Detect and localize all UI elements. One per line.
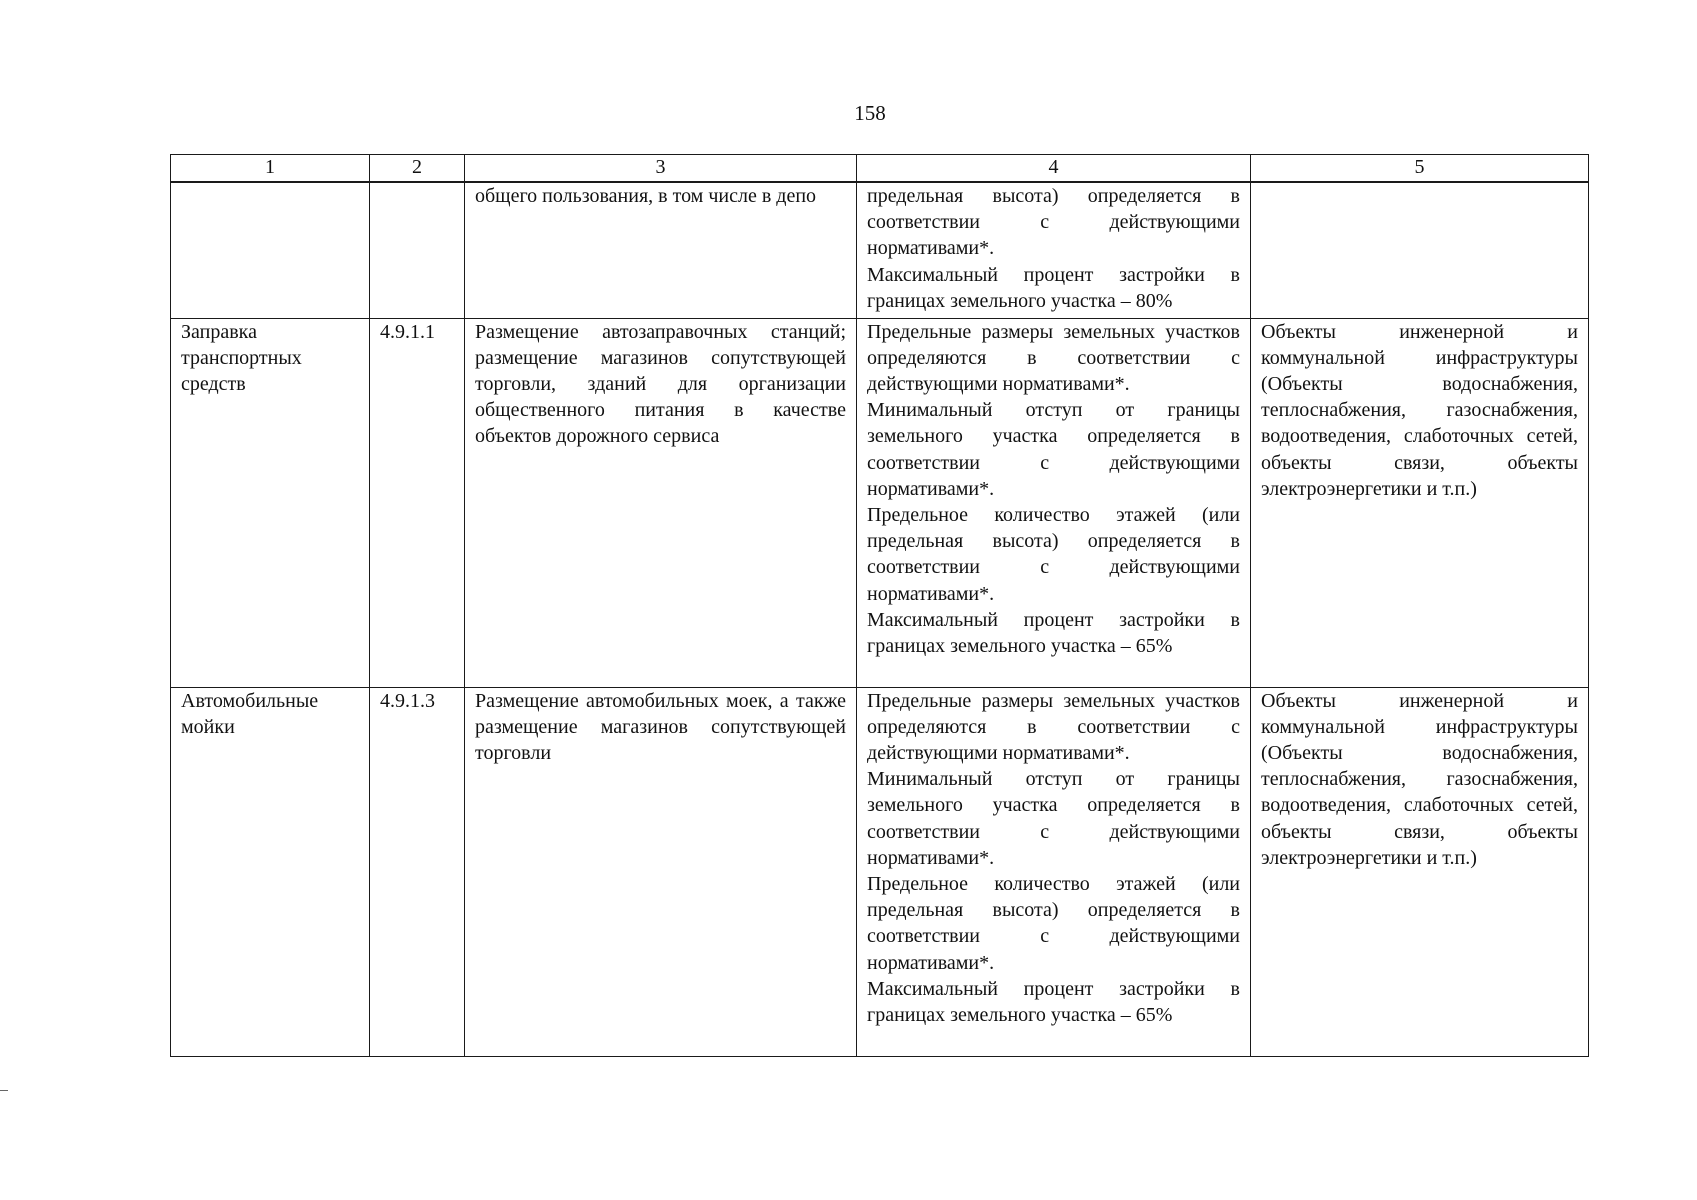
- parameter-text: Максимальный процент застройки в границах земельного участка – 65%: [867, 977, 1240, 1026]
- use-code-cell: [370, 182, 465, 318]
- parameters-cell: [857, 182, 1251, 318]
- parameter-text: Минимальный отступ от границы земельного участка определяется в соответствии с действующими нормативами*.: [867, 399, 1240, 500]
- parameters-cell: [857, 687, 1251, 1056]
- column-header: 5: [1251, 155, 1589, 183]
- parameter-text: Максимальный процент застройки в границах земельного участка – 80%: [867, 263, 1240, 312]
- use-description-cell: Размещение автомобильных моек, а также размещение магазинов сопутствующей торговли: [465, 687, 857, 1056]
- column-header: 3: [465, 155, 857, 183]
- page-number: 158: [854, 101, 886, 125]
- column-header: 4: [857, 155, 1251, 183]
- use-name-cell: Заправка транспортных средств: [171, 318, 370, 687]
- parameter-text: Максимальный процент застройки в границах земельного участка – 65%: [867, 608, 1240, 657]
- parameter-text: предельная высота) определяется в соответствии с действующими нормативами*.: [867, 185, 1240, 260]
- parameter-text: Предельное количество этажей (или предельная высота) определяется в соответствии с действующими нормативами*.: [867, 872, 1240, 974]
- use-description-cell: Размещение автозаправочных станций; размещение магазинов сопутствующей торговли, зданий для организации общественного питания в качестве объектов дорожного сервиса: [465, 318, 857, 687]
- auxiliary-uses-cell: Объекты инженерной и коммунальной инфраструктуры (Объекты водоснабжения, теплоснабжения, газоснабжения, водоотведения, слаботочных сетей, объекты связи, объекты электроэнергетики и т.п.): [1251, 687, 1589, 1056]
- use-name-cell: [171, 182, 370, 318]
- table-header-row: [171, 155, 1589, 183]
- table-row: [171, 318, 1589, 687]
- parameter-text: Предельные размеры земельных участков определяются в соответствии с действующими нормативами*.: [867, 689, 1240, 764]
- table-row: [171, 687, 1589, 1056]
- parameter-text: Минимальный отступ от границы земельного участка определяется в соответствии с действующими нормативами*.: [867, 768, 1240, 869]
- column-header: 2: [370, 155, 465, 183]
- auxiliary-uses-cell: [1251, 182, 1589, 318]
- column-header: 1: [171, 155, 370, 183]
- parameters-cell: [857, 318, 1251, 687]
- use-code-cell: 4.9.1.3: [370, 687, 465, 1056]
- scan-edge-mark: [0, 1090, 8, 1091]
- parameter-text: Предельные размеры земельных участков определяются в соответствии с действующими нормативами*.: [867, 320, 1240, 395]
- table-row: [171, 182, 1589, 318]
- use-code-cell: 4.9.1.1: [370, 318, 465, 687]
- parameter-text: Предельное количество этажей (или предельная высота) определяется в соответствии с действующими нормативами*.: [867, 503, 1240, 605]
- auxiliary-uses-cell: Объекты инженерной и коммунальной инфраструктуры (Объекты водоснабжения, теплоснабжения, газоснабжения, водоотведения, слаботочных сетей, объекты связи, объекты электроэнергетики и т.п.): [1251, 318, 1589, 687]
- use-description-cell: общего пользования, в том числе в депо: [465, 182, 857, 318]
- use-name-cell: Автомобильные мойки: [171, 687, 370, 1056]
- zoning-table: [170, 154, 1589, 1057]
